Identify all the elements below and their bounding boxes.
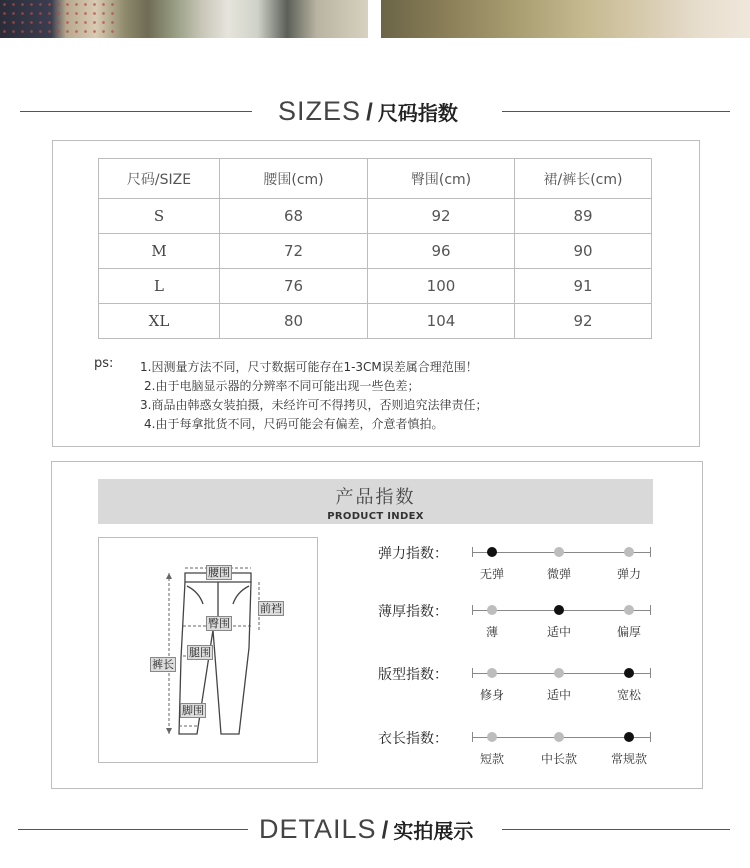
size-cell: XL [99, 304, 220, 339]
sizes-header [0, 96, 750, 126]
sizes-title-sep: / [366, 99, 373, 126]
note-item: 4.由于每拿批货不同，尺码可能会有偏差，介意者慎拍。 [144, 417, 444, 431]
index-option: 常规款 [610, 752, 647, 766]
waist-cell: 80 [220, 304, 368, 339]
thickness-index [378, 601, 658, 641]
index-marker [624, 605, 634, 615]
diagram-label-front-rise: 前裆 [260, 602, 282, 615]
elasticity-index [378, 543, 658, 583]
hip-cell: 92 [368, 199, 515, 234]
index-option: 短款 [479, 752, 504, 766]
product-index-title-en: PRODUCT INDEX [327, 511, 424, 522]
index-option: 无弹 [479, 567, 504, 581]
details-title-en: DETAILS [259, 814, 377, 844]
index-marker [487, 547, 497, 557]
index-label: 版型指数： [378, 667, 448, 683]
model-photo-right [381, 0, 750, 38]
fit-index [378, 664, 658, 704]
index-option: 偏厚 [616, 625, 641, 639]
index-marker [487, 605, 497, 615]
index-marker [554, 605, 564, 615]
index-label: 衣长指数： [378, 731, 448, 747]
index-option: 薄 [485, 625, 498, 639]
length-cell: 92 [515, 304, 652, 339]
diagram-label-hem: 脚围 [182, 704, 204, 717]
note-item: 2.由于电脑显示器的分辨率不同可能出现一些色差； [144, 379, 420, 393]
model-photo-left [0, 0, 368, 38]
column-header: 裙/裤长(cm) [515, 159, 652, 199]
column-header: 尺码/SIZE [99, 159, 220, 199]
hip-cell: 96 [368, 234, 515, 269]
details-title-sep: / [381, 817, 389, 844]
diagram-label-length: 裤长 [152, 658, 174, 671]
index-option: 弹力 [616, 567, 641, 581]
sizes-title-cn: 尺码指数 [377, 101, 458, 125]
length-cell: 89 [515, 199, 652, 234]
index-marker [554, 732, 564, 742]
note-item: 3.商品由韩惑女装拍摄，未经许可不得拷贝，否则追究法律责任； [140, 398, 488, 412]
length-index [378, 728, 658, 768]
waist-cell: 76 [220, 269, 368, 304]
diagram-label-hip: 臀围 [208, 617, 230, 630]
index-label: 薄厚指数： [378, 604, 448, 620]
size-cell: M [99, 234, 220, 269]
index-option: 适中 [546, 625, 571, 639]
index-option: 宽松 [616, 688, 641, 702]
index-marker [487, 668, 497, 678]
index-option: 微弹 [546, 567, 571, 581]
product-index-title-cn: 产品指数 [335, 487, 416, 508]
details-header [0, 814, 750, 844]
diagram-label-waist: 腰围 [208, 566, 230, 579]
sizes-title-en: SIZES [278, 96, 362, 126]
table-row [99, 269, 652, 304]
index-marker [487, 732, 497, 742]
top-photo-strip [0, 0, 750, 38]
size-table-header [99, 159, 652, 199]
index-marker [624, 668, 634, 678]
hip-cell: 104 [368, 304, 515, 339]
index-marker [554, 668, 564, 678]
pants-diagram [98, 537, 318, 763]
waist-cell: 68 [220, 199, 368, 234]
details-title-cn: 实拍展示 [393, 819, 474, 843]
index-marker [554, 547, 564, 557]
size-cell: S [99, 199, 220, 234]
hip-cell: 100 [368, 269, 515, 304]
length-cell: 90 [515, 234, 652, 269]
notes-prefix: ps: [94, 356, 114, 371]
index-marker [624, 732, 634, 742]
index-option: 适中 [546, 688, 571, 702]
size-cell: L [99, 269, 220, 304]
index-option: 修身 [479, 688, 504, 702]
index-label: 弹力指数： [378, 546, 448, 562]
note-item: 1.因测量方法不同，尺寸数据可能存在1-3CM误差属合理范围！ [140, 360, 478, 374]
table-row [99, 199, 652, 234]
column-header: 臀围(cm) [368, 159, 515, 199]
table-row [99, 304, 652, 339]
index-option: 中长款 [540, 752, 577, 766]
size-table [98, 158, 652, 339]
waist-cell: 72 [220, 234, 368, 269]
diagram-label-thigh: 腿围 [189, 646, 211, 659]
index-marker [624, 547, 634, 557]
column-header: 腰围(cm) [220, 159, 368, 199]
length-cell: 91 [515, 269, 652, 304]
product-index-banner [98, 479, 653, 524]
table-row [99, 234, 652, 269]
